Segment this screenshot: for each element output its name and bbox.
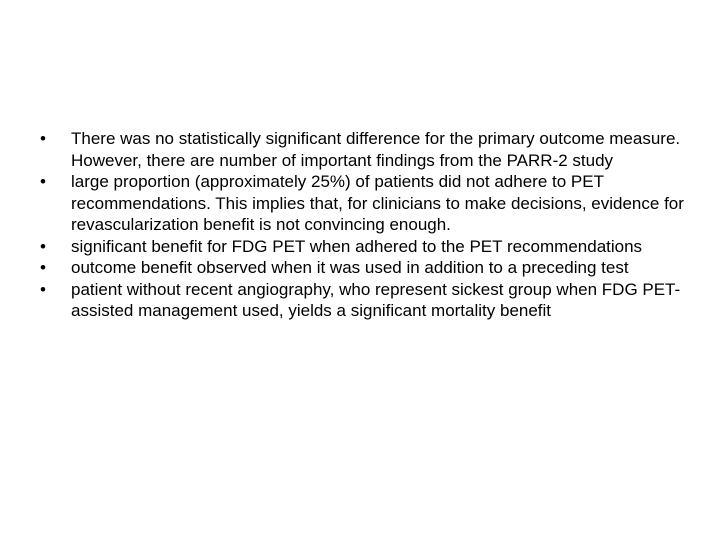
list-item <box>36 236 686 258</box>
bullet-text: large proportion (approximately 25%) of patients did not adhere to PET recommendations. This implies that, for clinicians to make decisions, evidence for revascularization benefit is not convincing enough. <box>71 172 684 234</box>
list-item <box>36 257 686 279</box>
bullet-icon: • <box>40 236 46 256</box>
bullet-text: There was no statistically significant difference for the primary outcome measure. However, there are number of important findings from the PARR-2 study <box>71 129 681 170</box>
list-item <box>36 279 686 322</box>
list-item <box>36 171 686 236</box>
bullet-icon: • <box>40 279 46 299</box>
bullet-icon: • <box>40 172 46 191</box>
bullet-icon: • <box>40 258 46 277</box>
bullet-icon: • <box>40 129 46 148</box>
bullet-text: outcome benefit observed when it was used in addition to a preceding test <box>71 258 629 277</box>
bullet-text: significant benefit for FDG PET when adhered to the PET recommendations <box>71 236 643 256</box>
list-item <box>36 128 686 171</box>
bullet-list <box>36 128 686 322</box>
bullet-text: patient without recent angiography, who represent sickest group when FDG PET-assisted management used, yields a significant mortality benefit <box>71 279 681 320</box>
